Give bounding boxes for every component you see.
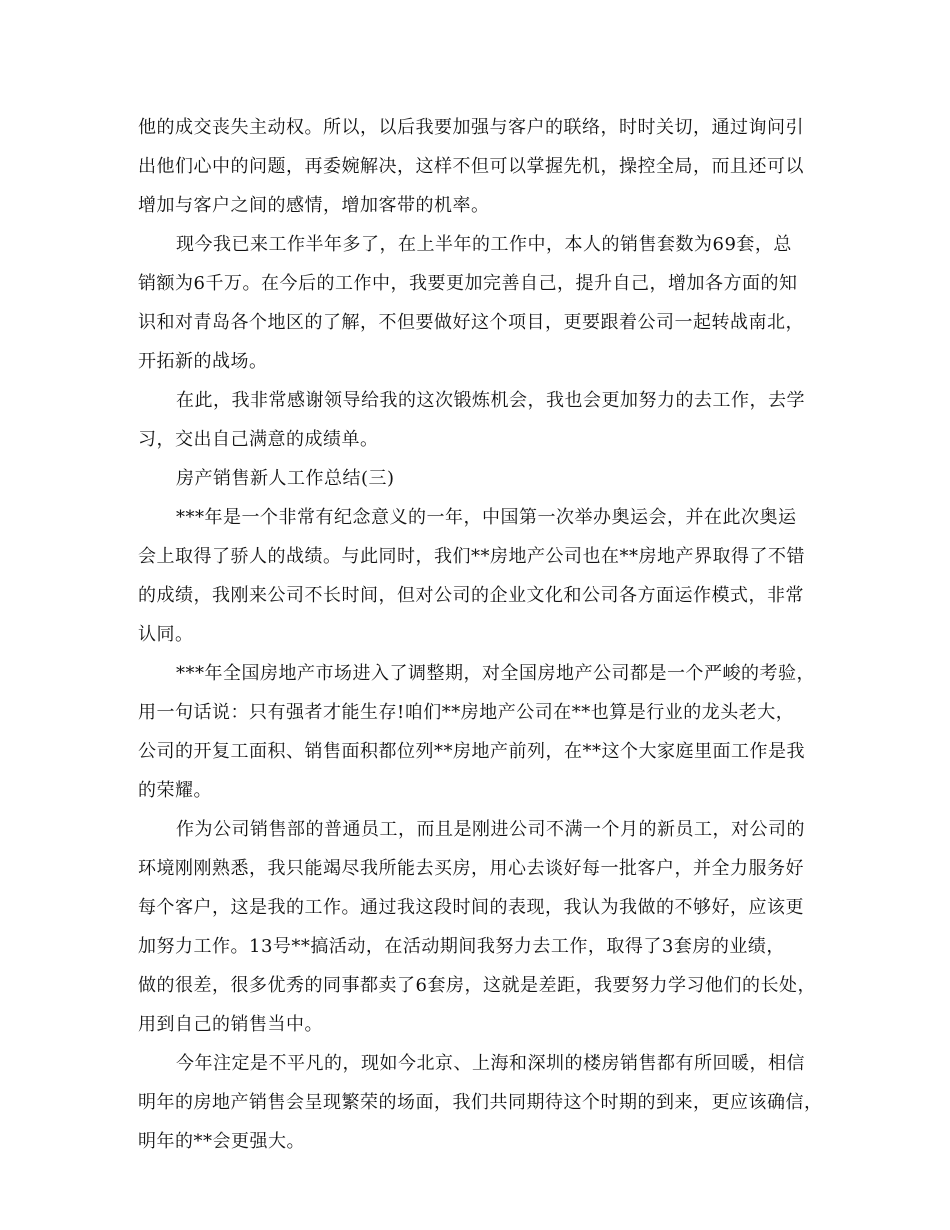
text-line: 识和对青岛各个地区的了解，不但要做好这个项目，更要跟着公司一起转战南北， (138, 312, 804, 333)
text-line: 出他们心中的问题，再委婉解决，这样不但可以掌握先机，操控全局，而且还可以 (138, 156, 804, 177)
text-line: 明年的**会更强大。 (138, 1131, 305, 1152)
text-line: 现今我已来工作半年多了，在上半年的工作中，本人的销售套数为69套，总 (176, 234, 792, 255)
text-line: 销额为6千万。在今后的工作中，我要更加完善自己，提升自己，增加各方面的知 (138, 273, 798, 294)
text-line: 用到自己的销售当中。 (138, 1014, 323, 1035)
text-line: 会上取得了骄人的战绩。与此同时，我们**房地产公司也在**房地产界取得了不错 (138, 546, 805, 567)
text-line: 开拓新的战场。 (138, 351, 268, 372)
text-line: 作为公司销售部的普通员工，而且是刚进公司不满一个月的新员工，对公司的 (176, 819, 805, 840)
text-line: 环境刚刚熟悉，我只能竭尽我所能去买房，用心去谈好每一批客户，并全力服务好 (138, 858, 804, 879)
text-line: 做的很差，很多优秀的同事都卖了6套房，这就是差距，我要努力学习他们的长处， (138, 975, 816, 996)
text-line: 今年注定是不平凡的，现如今北京、上海和深圳的楼房销售都有所回暖，相信 (176, 1053, 805, 1074)
text-line: 认同。 (138, 624, 194, 645)
text-line: 明年的房地产销售会呈现繁荣的场面，我们共同期待这个时期的到来，更应该确信， (138, 1092, 823, 1113)
text-line: 用一句话说：只有强者才能生存!咱们**房地产公司在**也算是行业的龙头老大， (138, 702, 795, 723)
text-line: ***年是一个非常有纪念意义的一年，中国第一次举办奥运会，并在此次奥运 (176, 507, 797, 528)
text-line: 的荣耀。 (138, 780, 212, 801)
text-line: 的成绩，我刚来公司不长时间，但对公司的企业文化和公司各方面运作模式，非常 (138, 585, 804, 606)
text-line: 加努力工作。13号**搞活动，在活动期间我努力去工作，取得了3套房的业绩， (138, 936, 785, 957)
text-line: ***年全国房地产市场进入了调整期，对全国房地产公司都是一个严峻的考验， (176, 663, 815, 684)
text-line: 他的成交丧失主动权。所以，以后我要加强与客户的联络，时时关切，通过询问引 (138, 117, 804, 138)
text-line: 在此，我非常感谢领导给我的这次锻炼机会，我也会更加努力的去工作，去学 (176, 390, 805, 411)
section-heading: 房产销售新人工作总结(三) (176, 468, 395, 489)
text-line: 增加与客户之间的感情，增加客带的机率。 (138, 195, 490, 216)
text-line: 公司的开复工面积、销售面积都位列**房地产前列，在**这个大家庭里面工作是我 (138, 741, 805, 762)
text-line: 每个客户，这是我的工作。通过我这段时间的表现，我认为我做的不够好，应该更 (138, 897, 804, 918)
text-line: 习，交出自己满意的成绩单。 (138, 429, 379, 450)
